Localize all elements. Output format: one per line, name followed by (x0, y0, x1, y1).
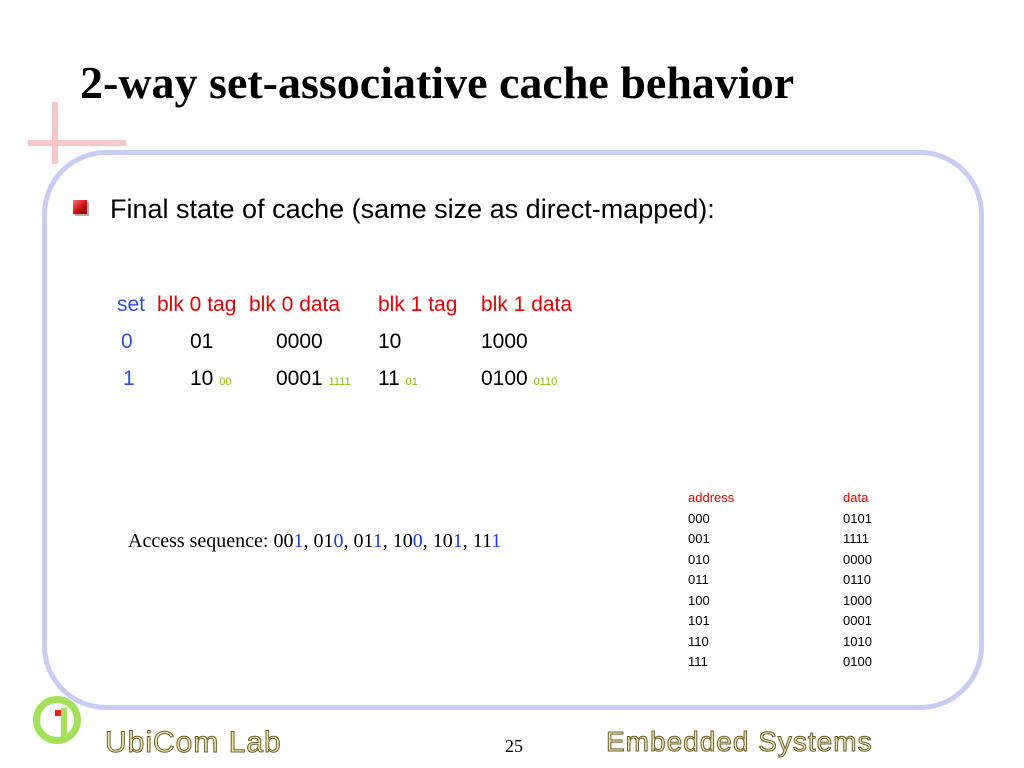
memory-data: 0001 (843, 613, 872, 628)
memory-header-data: data (843, 490, 869, 505)
previous-tag-note: 01 (405, 376, 418, 388)
access-highlight-bit: 1 (452, 530, 463, 552)
access-item (274, 530, 309, 552)
access-prefix: 00 (273, 530, 294, 552)
access-item (314, 530, 349, 552)
access-prefix: 11 (472, 530, 492, 552)
tag-value: 01 (190, 330, 214, 353)
access-highlight-bit: 1 (372, 530, 383, 552)
memory-data: 1010 (843, 634, 872, 649)
cache-header-set: set (117, 293, 146, 316)
access-item (354, 530, 388, 552)
cache-row-0-blk0-tag (190, 330, 213, 354)
access-highlight-bit: 1 (293, 530, 304, 552)
memory-data: 1000 (843, 593, 872, 608)
access-item (473, 530, 502, 552)
memory-address: 000 (688, 511, 710, 526)
cache-row-0-blk1-data (481, 330, 528, 354)
access-highlight-bit: 1 (491, 530, 502, 552)
ubicom-logo-bar (61, 708, 67, 738)
access-prefix: 01 (313, 530, 334, 552)
cache-row-1-blk0-tag (190, 367, 231, 391)
access-highlight-bit: 0 (333, 530, 344, 552)
access-prefix: 01 (353, 530, 373, 552)
tag-value: 11 (378, 367, 400, 390)
memory-data: 0100 (843, 654, 872, 669)
cache-row-1-blk1-data (481, 367, 557, 391)
access-item (393, 530, 428, 552)
access-prefix: 10 (432, 530, 453, 552)
access-highlight-bit: 0 (412, 530, 423, 552)
access-separator: , (303, 530, 309, 552)
bullet-square-icon (73, 200, 87, 214)
access-separator: , (343, 530, 349, 552)
memory-address: 110 (688, 634, 709, 649)
cache-header-blk1-tag: blk 1 tag (378, 293, 458, 316)
cache-row-1-blk1-tag (378, 367, 418, 391)
memory-address: 001 (688, 531, 710, 546)
data-value: 0100 (481, 367, 528, 390)
memory-data: 1111 (843, 531, 870, 546)
previous-data-note: 0110 (533, 376, 558, 388)
decorative-cross-horizontal (28, 140, 126, 146)
previous-tag-note: 00 (219, 376, 232, 388)
previous-data-note: 1111 (328, 376, 351, 388)
data-value: 0001 (276, 367, 323, 390)
page-number: 25 (505, 736, 523, 756)
access-sequence (128, 530, 501, 553)
memory-address: 111 (688, 654, 708, 669)
memory-address: 010 (688, 552, 710, 567)
access-separator: , (462, 530, 468, 552)
cache-header-blk0-data: blk 0 data (249, 293, 341, 316)
access-item (433, 530, 468, 552)
memory-header-address: address (688, 490, 735, 505)
access-separator: , (422, 530, 428, 552)
memory-address: 011 (688, 572, 709, 587)
cache-row-0-set: 0 (121, 330, 133, 353)
slide-title: 2-way set-associative cache behavior (80, 57, 795, 108)
footer-course-name: Embedded Systems (606, 726, 873, 757)
access-separator: , (382, 530, 388, 552)
data-value: 0000 (276, 330, 323, 353)
data-value: 1000 (481, 330, 528, 353)
ubicom-logo-icon (33, 696, 81, 744)
memory-data: 0000 (843, 552, 872, 567)
cache-header-blk0-tag: blk 0 tag (157, 293, 237, 316)
decorative-cross-vertical (52, 102, 58, 164)
access-sequence-label: Access sequence: (128, 530, 269, 552)
footer-lab-name: UbiCom Lab (105, 726, 282, 759)
access-prefix: 10 (392, 530, 413, 552)
memory-data: 0101 (843, 511, 872, 526)
tag-value: 10 (378, 330, 402, 353)
memory-address: 100 (688, 593, 710, 608)
cache-row-0-blk0-data (276, 330, 323, 354)
bullet-text: Final state of cache (same size as direct-mapped): (110, 194, 715, 224)
cache-row-1-blk0-data (276, 367, 351, 391)
memory-data: 0110 (843, 572, 871, 587)
cache-row-0-blk1-tag (378, 330, 401, 354)
cache-row-1-set: 1 (123, 367, 135, 390)
ubicom-logo-mark (55, 710, 61, 716)
tag-value: 10 (190, 367, 214, 390)
memory-address: 101 (688, 613, 710, 628)
cache-header-blk1-data: blk 1 data (481, 293, 573, 316)
